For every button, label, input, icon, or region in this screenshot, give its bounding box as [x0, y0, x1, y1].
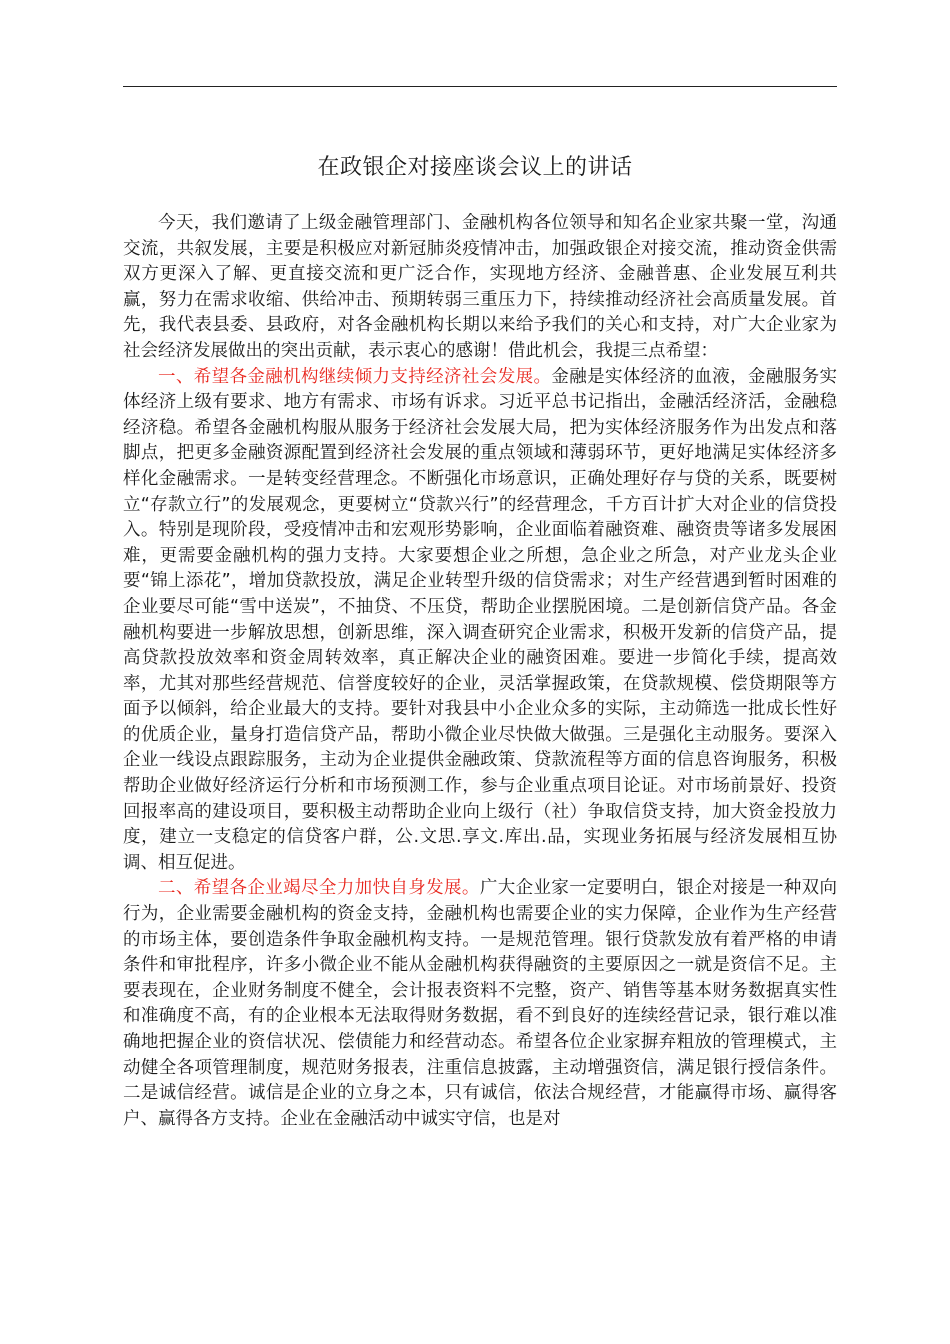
intro-paragraph-text: 今天，我们邀请了上级金融管理部门、金融机构各位领导和知名企业家共聚一堂，沟通交流，共叙发展，主要是积极应对新冠肺炎疫情冲击，加强政银企对接交流，推动资金供需双方更深入了解、更直接交流和更广泛合作，实现地方经济、金融普惠、企业发展互利共赢，努力在需求收缩、供给冲击、预期转弱三重压力下，持续推动经济社会高质量发展。首先，我代表县委、县政府，对各金融机构长期以来给予我们的关心和支持，对广大企业家为社会经济发展做出的突出贡献，表示衷心的感谢！借此机会，我提三点希望： [123, 213, 837, 361]
document-title: 在政银企对接座谈会议上的讲话 [317, 155, 633, 180]
header-rule [123, 86, 837, 87]
intro-paragraph [123, 211, 837, 365]
section-one-text: 金融是实体经济的血液，金融服务实体经济上级有要求、地方有需求、市场有诉求。习近平总书记指出，金融活经济活，金融稳经济稳。希望各金融机构服从服务于经济社会发展大局，把为实体经济服务作为出发点和落脚点，把更多金融资源配置到经济社会发展的重点领域和薄弱环节，更好地满足实体经济多样化金融需求。一是转变经营理念。不断强化市场意识，正确处理好存与贷的关系，既要树立“存款立行”的发展观念，更要树立“贷款兴行”的经营理念，千方百计扩大对企业的信贷投入。特别是现阶段，受疫情冲击和宏观形势影响，企业面临着融资难、融资贵等诸多发展困难，更需要金融机构的强力支持。大家要想企业之所想，急企业之所急，对产业龙头企业要“锦上添花”，增加贷款投放，满足企业转型升级的信贷需求；对生产经营遇到暂时困难的企业要尽可能“雪中送炭”，不抽贷、不压贷，帮助企业摆脱困境。二是创新信贷产品。各金融机构要进一步解放思想，创新思维，深入调查研究企业需求，积极开发新的信贷产品，提高贷款投放效率和资金周转效率，真正解决企业的融资困难。要进一步简化手续，提高效率，尤其对那些经营规范、信誉度较好的企业，灵活掌握政策，在贷款规模、偿贷期限等方面予以倾斜，给企业最大的支持。要针对我县中小企业众多的实际，主动筛选一批成长性好的优质企业，量身打造信贷产品，帮助小微企业尽快做大做强。三是强化主动服务。要深入企业一线设点跟踪服务，主动为企业提供金融政策、贷款流程等方面的信息咨询服务，积极帮助企业做好经济运行分析和市场预测工作，参与企业重点项目论证。对市场前景好、投资回报率高的建设项目，要积极主动帮助企业向上级行（社）争取信贷支持，加大资金投放力度，建立一支稳定的信贷客户群，公.文思.享文.库出.品，实现业务拓展与经济发展相互协调、相互促进。 [123, 366, 838, 873]
section-two-paragraph [123, 876, 837, 1132]
section-two-heading: 二、希望各企业竭尽全力加快自身发展。 [158, 878, 480, 899]
section-two-text: 广大企业家一定要明白，银企对接是一种双向行为，企业需要金融机构的资金支持，金融机构也需要企业的实力保障，企业作为生产经营的市场主体，要创造条件争取金融机构支持。一是规范管理。银行贷款发放有着严格的申请条件和审批程序，许多小微企业不能从金融机构获得融资的主要原因之一就是资信不足。主要表现在，企业财务制度不健全，会计报表资料不完整，资产、销售等基本财务数据真实性和准确度不高，有的企业根本无法取得财务数据，看不到良好的连续经营记录，银行难以准确地把握企业的资信状况、偿债能力和经营动态。希望各位企业家摒弃粗放的管理模式，主动健全各项管理制度，规范财务报表，注重信息披露，主动增强资信，满足银行授信条件。二是诚信经营。诚信是企业的立身之本，只有诚信，依法合规经营，才能赢得市场、赢得客户、赢得各方支持。企业在金融活动中诚实守信，也是对 [123, 878, 838, 1129]
section-one-paragraph [123, 365, 837, 877]
document-body [123, 211, 837, 1132]
section-one-heading: 一、希望各金融机构继续倾力支持经济社会发展。 [158, 366, 552, 387]
